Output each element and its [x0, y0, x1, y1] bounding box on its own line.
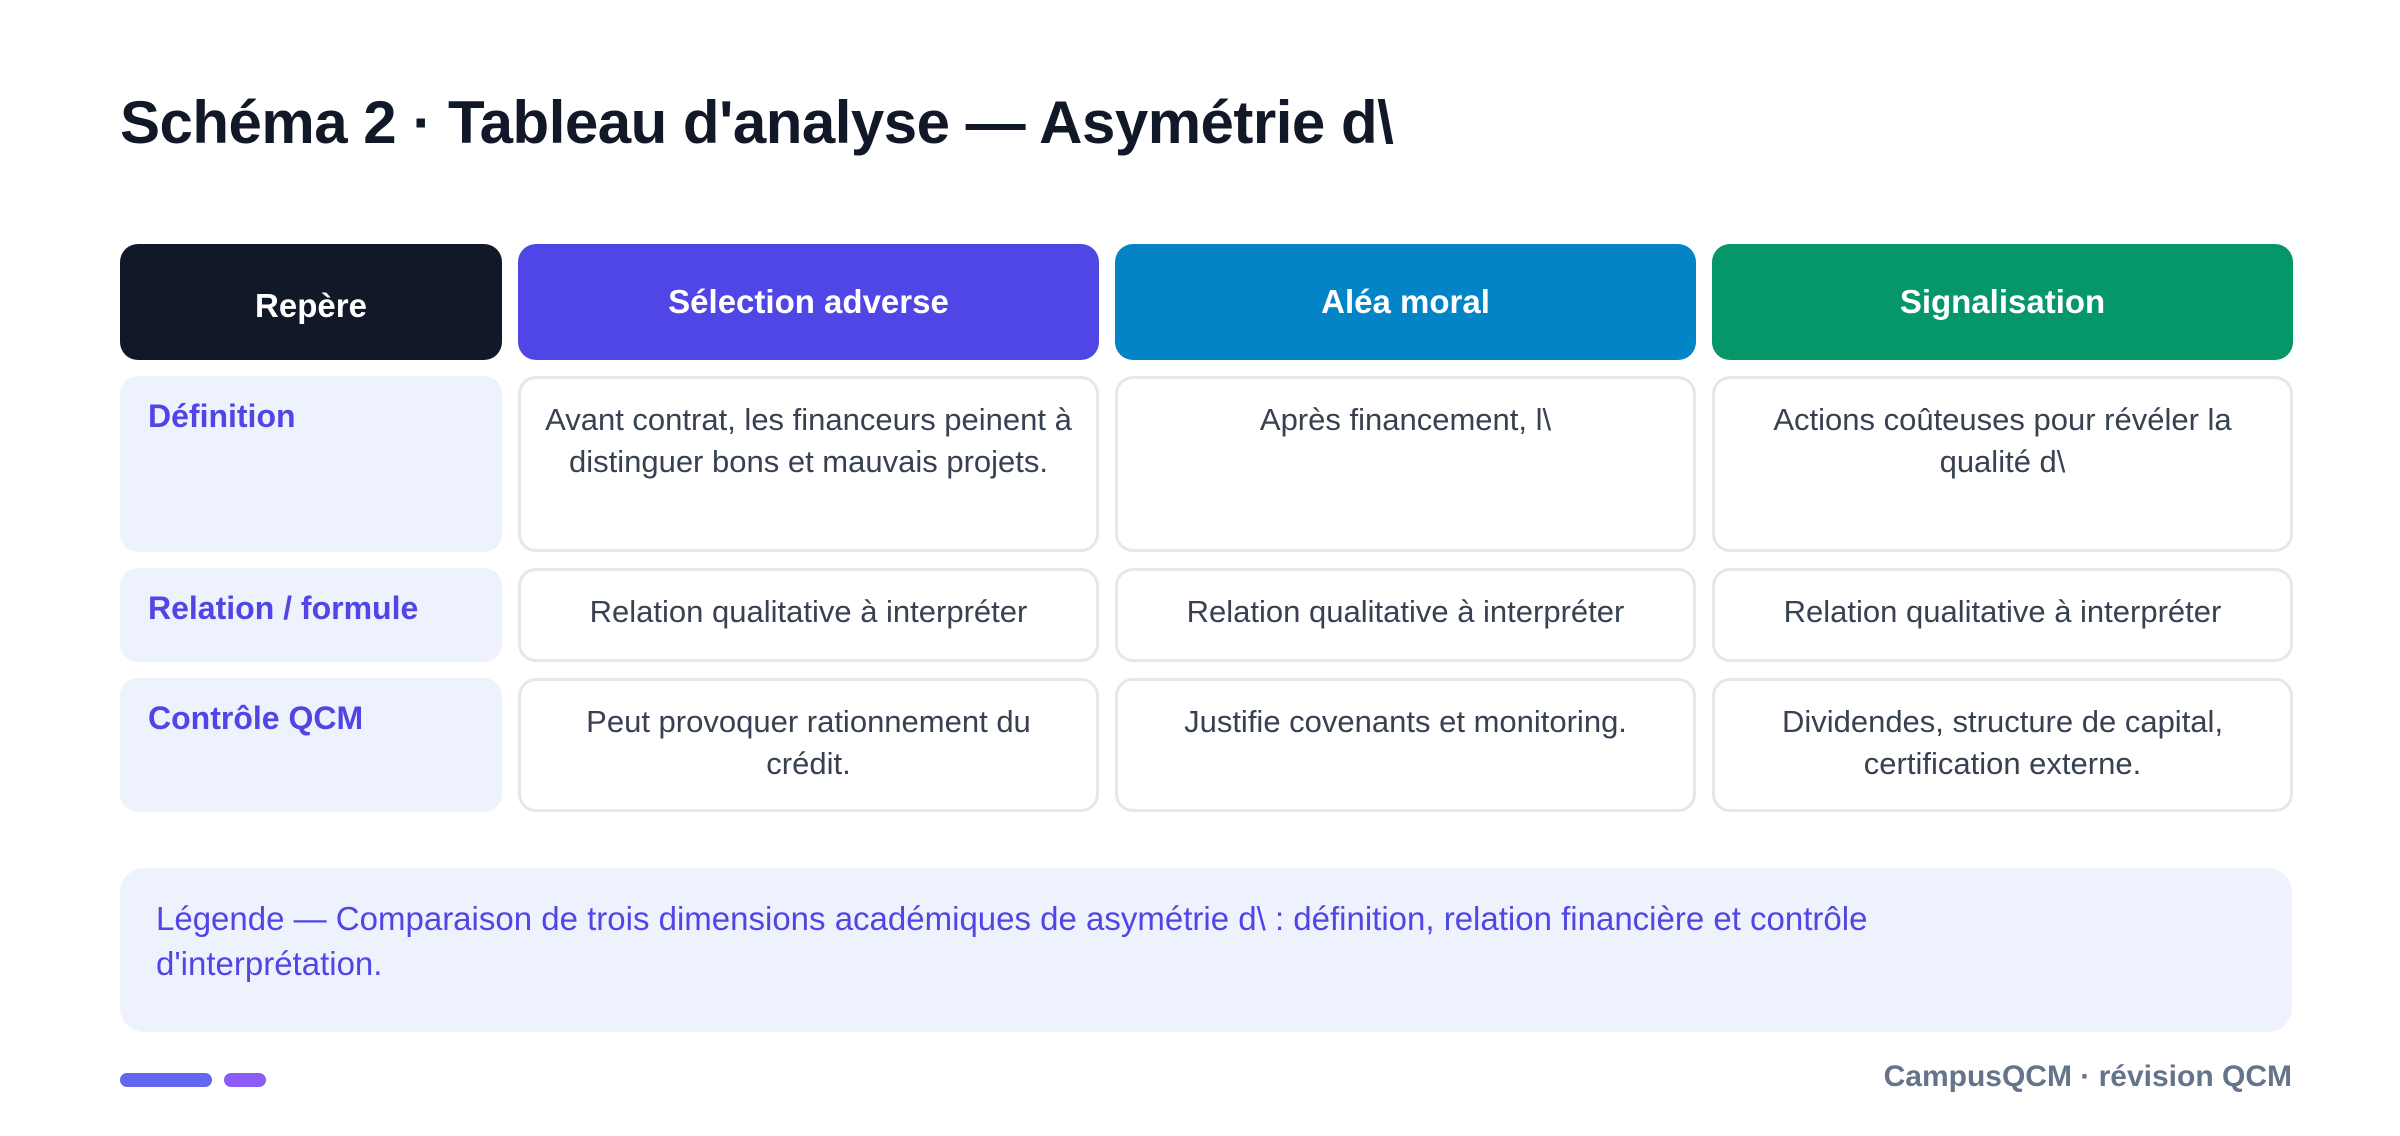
cell-controle-selection: Peut provoquer rationnement du crédit. [518, 678, 1099, 812]
analysis-table [120, 244, 2293, 812]
row-label-controle: Contrôle QCM [120, 678, 502, 812]
cell-relation-signal: Relation qualitative à interpréter [1712, 568, 2293, 662]
footer-brand: CampusQCM · révision QCM [1883, 1060, 2292, 1093]
row-label-relation: Relation / formule [120, 568, 502, 662]
page-title: Schéma 2 · Tableau d'analyse — Asymétrie d\ [120, 89, 1394, 156]
cell-controle-alea: Justifie covenants et monitoring. [1115, 678, 1696, 812]
decorative-bar-primary [120, 1073, 212, 1087]
decorative-bar-secondary [224, 1073, 266, 1087]
header-selection-adverse: Sélection adverse [518, 244, 1099, 360]
legend-text: Légende — Comparaison de trois dimensions académiques de asymétrie d\ : définition, relation financière et contrôle d'interprétation. [156, 900, 1868, 982]
header-repere: Repère [120, 244, 502, 360]
header-alea-moral: Aléa moral [1115, 244, 1696, 360]
legend-box [120, 868, 2292, 1032]
cell-definition-selection: Avant contrat, les financeurs peinent à distinguer bons et mauvais projets. [518, 376, 1099, 552]
row-label-definition: Définition [120, 376, 502, 552]
cell-controle-signal: Dividendes, structure de capital, certification externe. [1712, 678, 2293, 812]
cell-definition-signal: Actions coûteuses pour révéler la qualité d\ [1712, 376, 2293, 552]
cell-definition-alea: Après financement, l\ [1115, 376, 1696, 552]
header-signalisation: Signalisation [1712, 244, 2293, 360]
cell-relation-alea: Relation qualitative à interpréter [1115, 568, 1696, 662]
cell-relation-selection: Relation qualitative à interpréter [518, 568, 1099, 662]
